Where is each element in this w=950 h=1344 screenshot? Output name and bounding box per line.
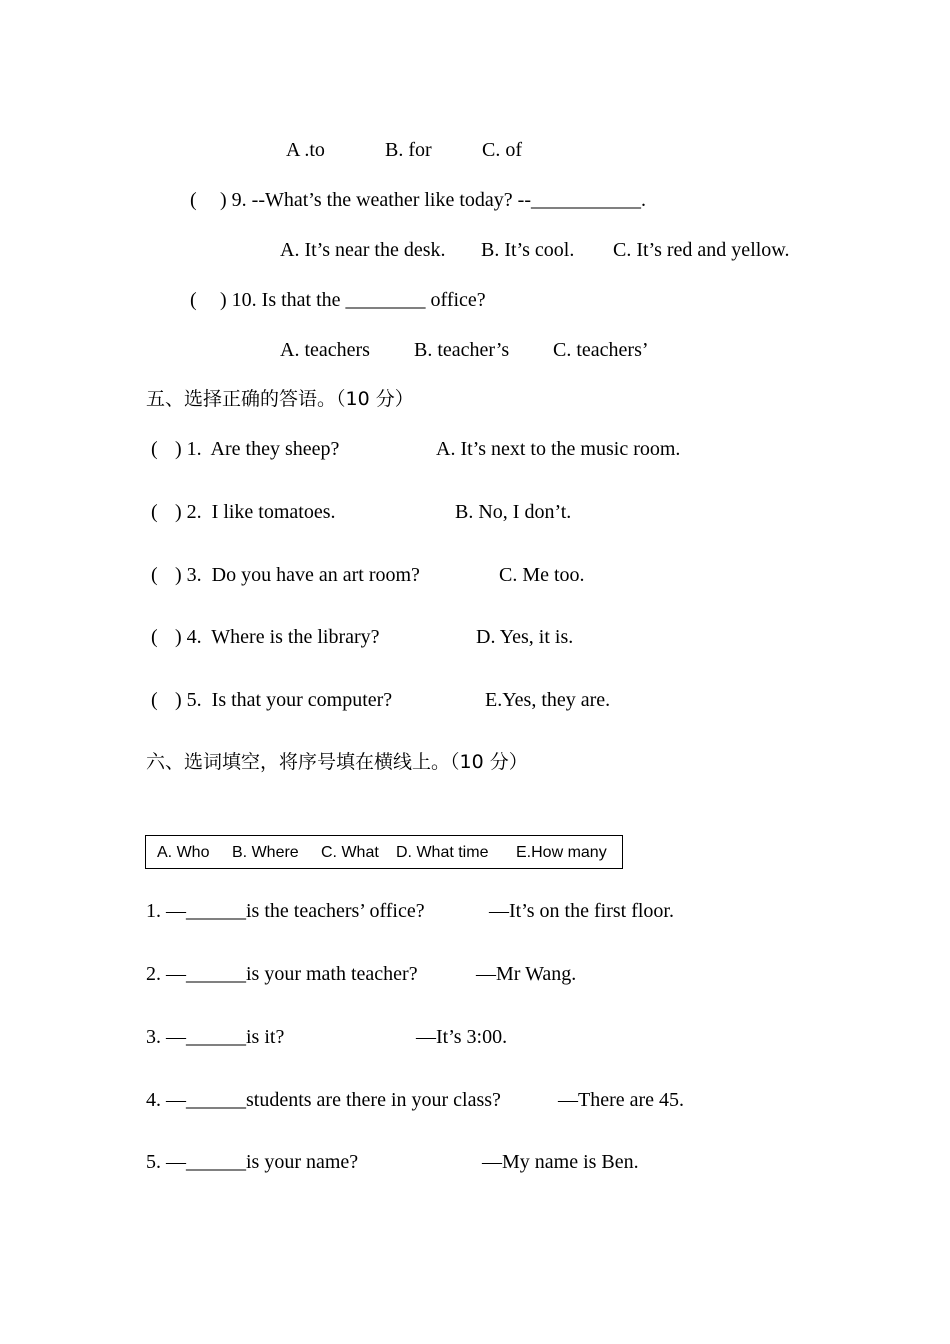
q9-option-b: B. It’s cool. [481,239,575,261]
section5-item-3-paren: ( [151,564,158,586]
section5-answer-a: A. It’s next to the music room. [436,438,681,460]
q10-stem: ) 10. Is that the ________ office? [220,289,486,311]
section5-answer-c: C. Me too. [499,564,585,586]
section6-item-1-answer: —It’s on the first floor. [489,900,674,922]
word-bank-option-c: C. What [321,844,379,861]
section5-item-1-paren: ( [151,438,158,460]
q10-option-a: A. teachers [280,339,370,361]
section6-item-3-question: 3. —______is it? [146,1026,285,1048]
section6-heading: 六、选词填空，将序号填在横线上。（10 分） [146,751,528,773]
section5-item-5-paren: ( [151,689,158,711]
word-bank-option-e: E.How many [516,844,607,861]
word-bank-box [145,835,623,869]
section5-answer-d: D. Yes, it is. [476,626,574,648]
section5-answer-b: B. No, I don’t. [455,501,572,523]
word-bank-option-b: B. Where [232,844,299,861]
q8-option-c: C. of [482,139,522,161]
section5-item-2-paren: ( [151,501,158,523]
section5-item-5-question: ) 5. Is that your computer? [175,689,393,711]
section5-heading: 五、选择正确的答语。（10 分） [146,388,414,410]
section5-answer-e: E.Yes, they are. [485,689,611,711]
q10-option-c: C. teachers’ [553,339,649,361]
section6-item-2-answer: —Mr Wang. [476,963,577,985]
section5-item-1-question: ) 1. Are they sheep? [175,438,340,460]
section6-item-1-question: 1. —______is the teachers’ office? [146,900,425,922]
section6-item-5-answer: —My name is Ben. [482,1151,639,1173]
q9-answer-paren: ( [190,189,197,211]
section6-item-4-question: 4. —______students are there in your class? [146,1089,501,1111]
q8-option-b: B. for [385,139,432,161]
q10-option-b: B. teacher’s [414,339,510,361]
section5-item-4-paren: ( [151,626,158,648]
q9-stem: ) 9. --What’s the weather like today? --___________. [220,189,646,211]
word-bank-option-d: D. What time [396,844,489,861]
section6-item-2-question: 2. —______is your math teacher? [146,963,418,985]
section5-item-4-question: ) 4. Where is the library? [175,626,380,648]
q9-option-c: C. It’s red and yellow. [613,239,790,261]
word-bank-option-a: A. Who [157,844,210,861]
section6-item-3-answer: —It’s 3:00. [416,1026,508,1048]
q9-option-a: A. It’s near the desk. [280,239,446,261]
section5-item-2-question: ) 2. I like tomatoes. [175,501,336,523]
section5-item-3-question: ) 3. Do you have an art room? [175,564,420,586]
q10-answer-paren: ( [190,289,197,311]
section6-item-5-question: 5. —______is your name? [146,1151,359,1173]
q8-option-a: A .to [286,139,325,161]
section6-item-4-answer: —There are 45. [558,1089,685,1111]
